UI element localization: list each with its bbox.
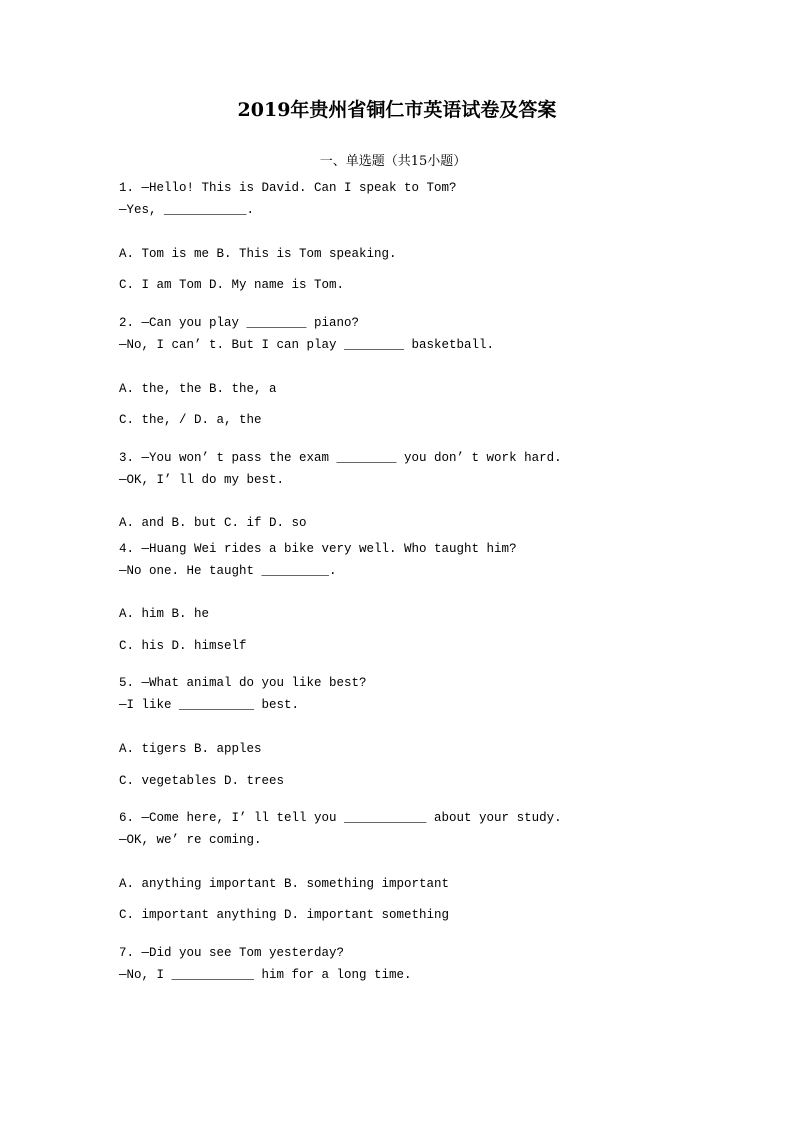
section-heading: 一、单选题（共15小题） <box>319 154 467 169</box>
question-1-line-1: 1. —Hello! This is David. Can I speak to Tom? <box>119 181 457 195</box>
page-title: 2019年贵州省铜仁市英语试卷及答案 <box>237 99 557 121</box>
question-7-line-2: —No, I ___________ him for a long time. <box>119 968 412 982</box>
question-4-line-2: —No one. He taught _________. <box>119 564 337 578</box>
question-2-options-ab: A. the, the B. the, a <box>119 382 277 396</box>
question-4-options-cd: C. his D. himself <box>119 639 247 653</box>
question-2-options-cd: C. the, / D. a, the <box>119 413 262 427</box>
question-3-options: A. and B. but C. if D. so <box>119 516 307 530</box>
question-6-options-cd: C. important anything D. important something <box>119 908 450 922</box>
question-1-options-ab: A. Tom is me B. This is Tom speaking. <box>119 247 397 261</box>
question-7-line-1: 7. —Did you see Tom yesterday? <box>119 946 345 960</box>
question-2-line-2: —No, I can’ t. But I can play ________ basketball. <box>119 338 495 352</box>
question-2-line-1: 2. —Can you play ________ piano? <box>119 316 360 330</box>
question-3-line-1: 3. —You won’ t pass the exam ________ you don’ t work hard. <box>119 451 562 465</box>
question-5-options-ab: A. tigers B. apples <box>119 742 262 756</box>
question-4-line-1: 4. —Huang Wei rides a bike very well. Who taught him? <box>119 542 517 556</box>
question-6-line-1: 6. —Come here, I’ ll tell you ___________ about your study. <box>119 811 562 825</box>
question-6-options-ab: A. anything important B. something important <box>119 877 450 891</box>
question-5-line-2: —I like __________ best. <box>119 698 300 712</box>
question-4-options-ab: A. him B. he <box>119 607 210 621</box>
question-1-line-2: —Yes, ___________. <box>119 203 255 217</box>
question-3-line-2: —OK, I’ ll do my best. <box>119 473 285 487</box>
question-1-options-cd: C. I am Tom D. My name is Tom. <box>119 278 345 292</box>
question-6-line-2: —OK, we’ re coming. <box>119 833 262 847</box>
question-5-line-1: 5. —What animal do you like best? <box>119 676 367 690</box>
question-5-options-cd: C. vegetables D. trees <box>119 774 285 788</box>
